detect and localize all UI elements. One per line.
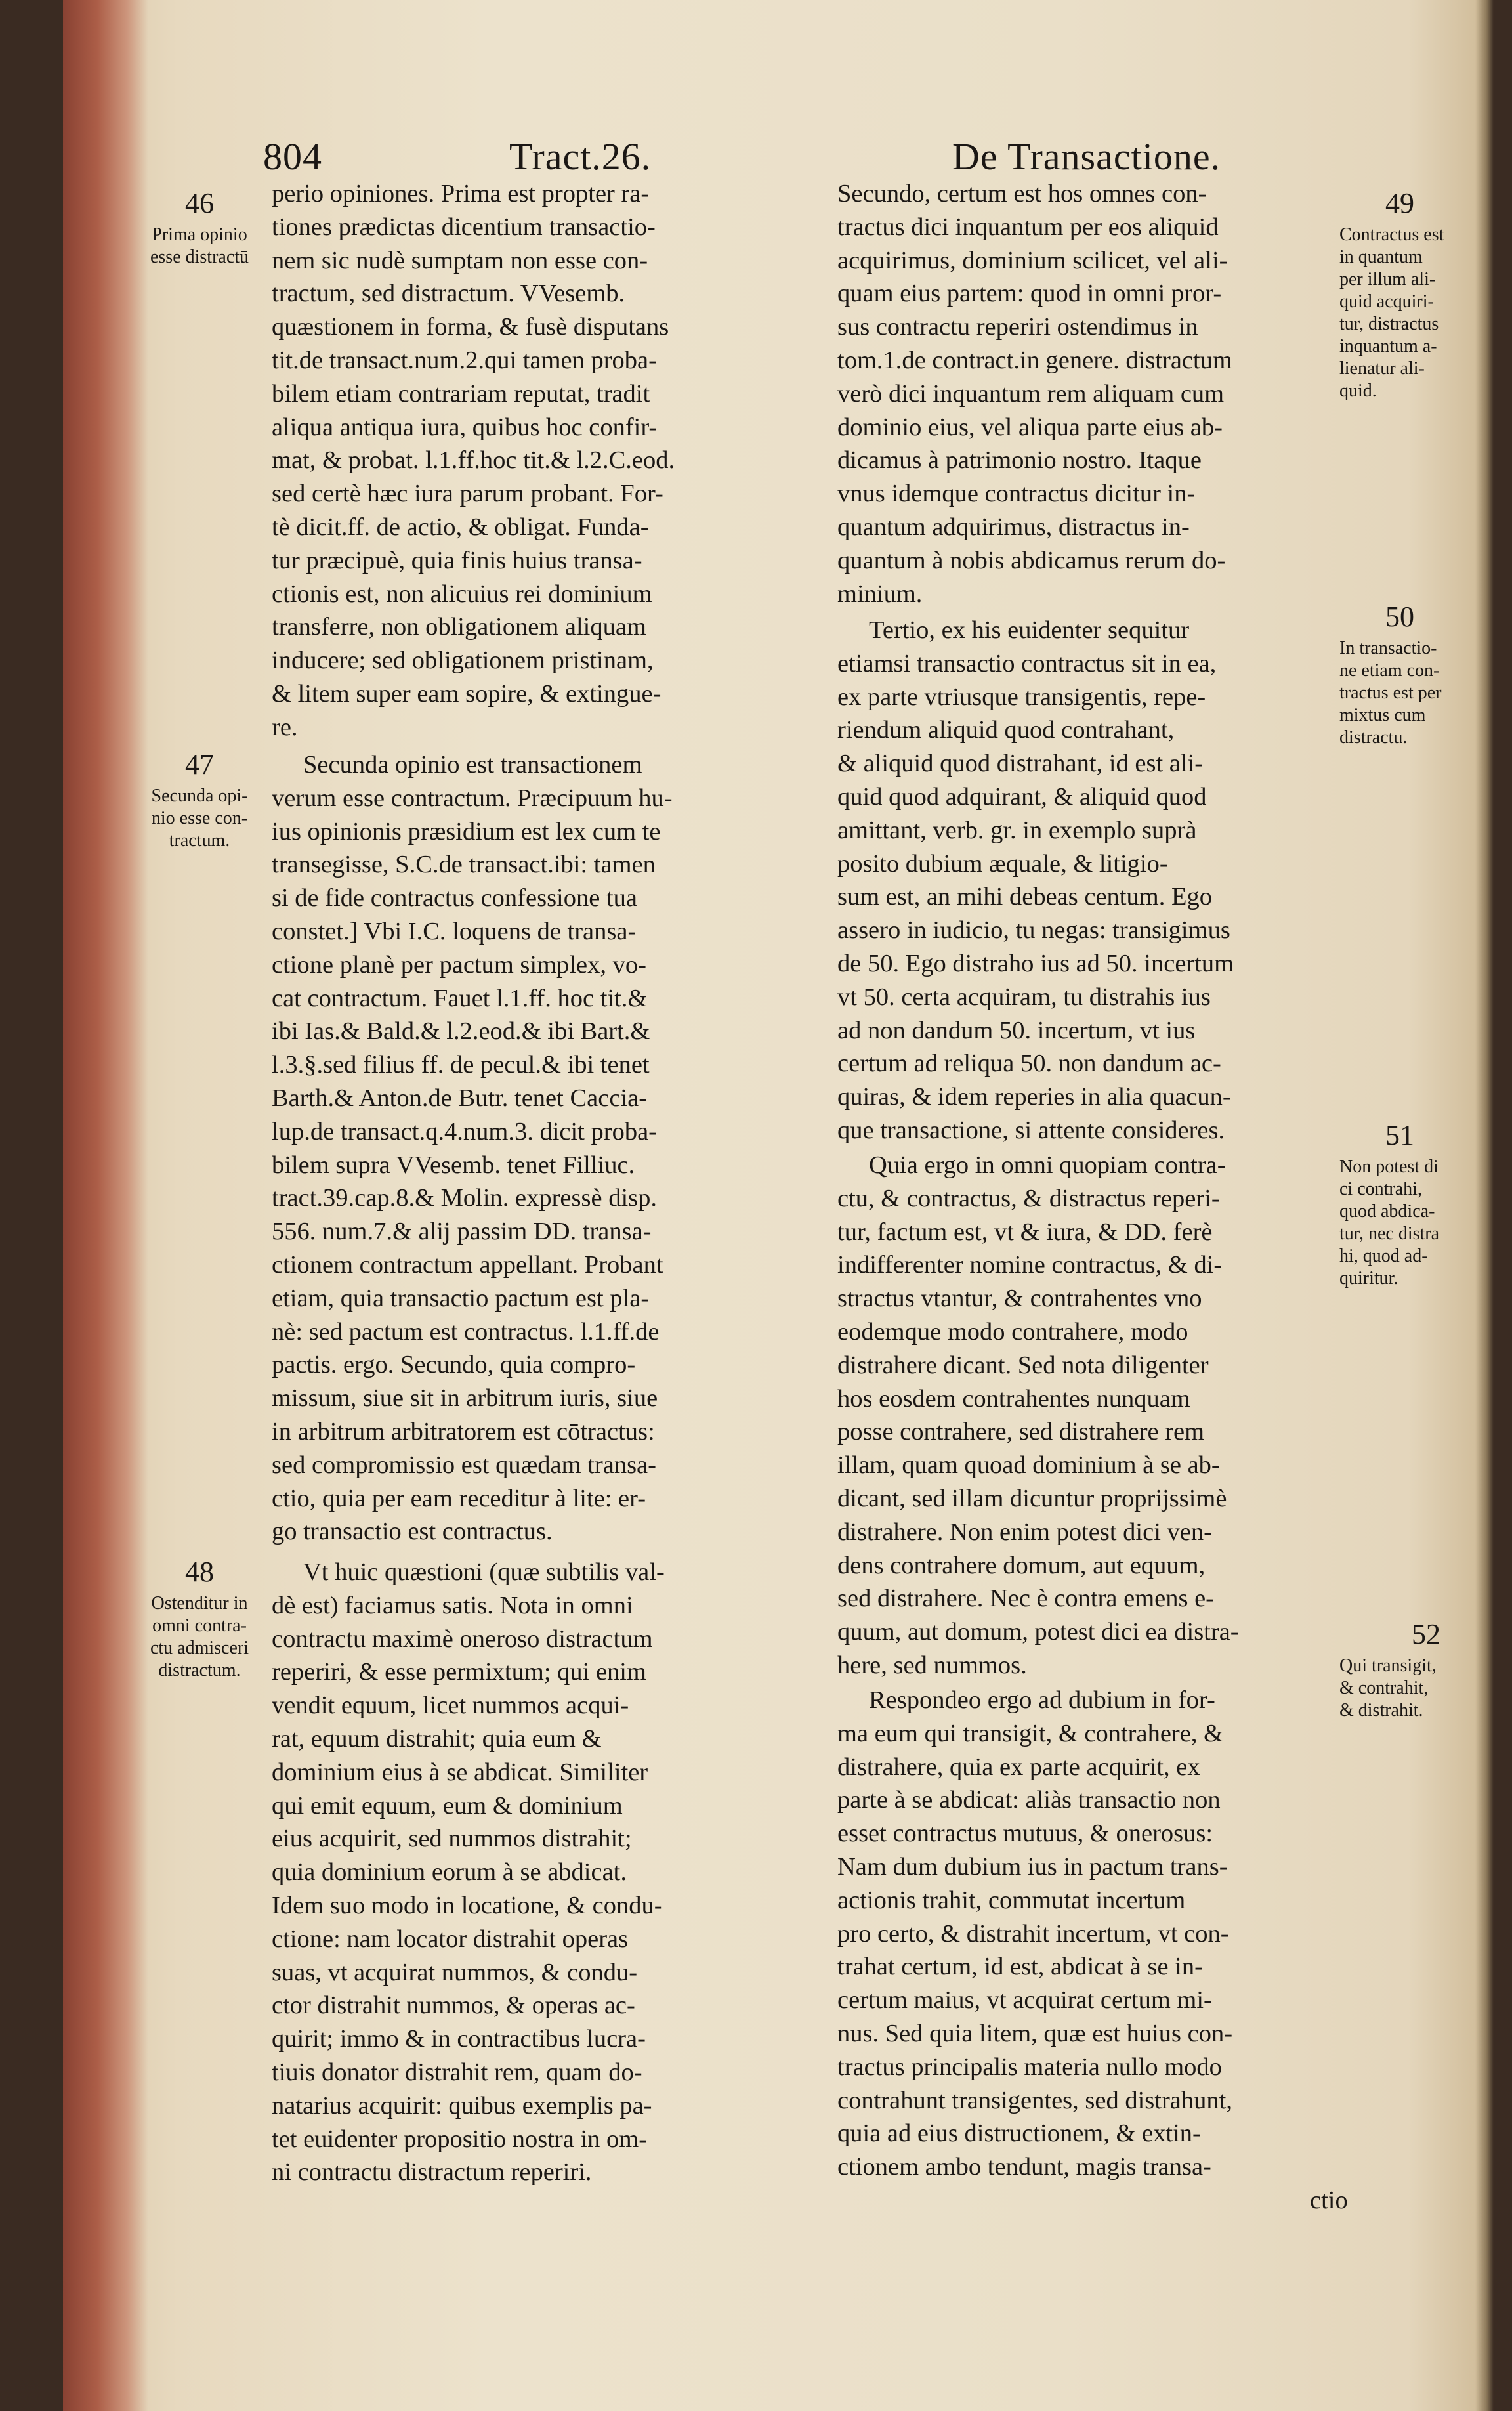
text-line: que transactione, si attente consideres. (837, 1116, 1225, 1144)
text-line: tiones prædictas dicentium transactio- (272, 213, 656, 241)
text-line: missum, siue sit in arbitrum iuris, siue (272, 1384, 658, 1413)
text-line: ctionem contractum appellant. Probant (272, 1250, 663, 1279)
margin-note-line: tractum. (169, 830, 230, 851)
text-line: inducere; sed obligationem pristinam, (272, 647, 654, 675)
text-line: natarius acquirit: quibus exemplis pa- (272, 2091, 652, 2120)
text-line: ctione: nam locator distrahit operas (272, 1925, 629, 1953)
margin-note-46 (134, 187, 265, 268)
margin-note-number: 48 (185, 1556, 214, 1588)
text-line: sed compromissio est quædam transa- (272, 1451, 656, 1479)
text-line: qui emit equum, eum & dominium (272, 1791, 623, 1820)
text-line: etiamsi transactio contractus sit in ea, (837, 649, 1217, 677)
margin-note-number: 50 (1385, 601, 1414, 633)
text-line: transegisse, S.C.de transact.ibi: tamen (272, 851, 656, 879)
text-line: dominio eius, vel aliqua parte eius ab- (837, 413, 1223, 441)
margin-note-line: tur, distractus (1339, 314, 1439, 334)
margin-note-line: quid acquiri- (1339, 291, 1434, 312)
text-line: l.3.§.sed filius ff. de pecul.& ibi tenet (272, 1051, 650, 1079)
text-line: eius acquirit, sed nummos distrahit; (272, 1825, 632, 1853)
text-line: Idem suo modo in locatione, & condu- (272, 1891, 663, 1919)
text-line: constet.] Vbi I.C. loquens de transa- (272, 917, 637, 945)
margin-note-number: 47 (185, 748, 214, 780)
text-line: quum, aut domum, potest dici ea distra- (837, 1618, 1239, 1646)
margin-note-line: nio esse con- (151, 808, 248, 828)
text-line: dens contrahere domum, aut equum, (837, 1551, 1206, 1579)
text-line: verò dici inquantum rem aliquam cum (837, 379, 1225, 408)
margin-note-line: in quantum (1339, 247, 1423, 267)
margin-note-line: mixtus cum (1339, 705, 1426, 725)
text-line: suas, vt acquirat nummos, & condu- (272, 1958, 638, 1986)
text-line: mat, & probat. l.1.ff.hoc tit.& l.2.C.eod. (272, 446, 675, 475)
margin-note-line: Ostenditur in (151, 1593, 248, 1613)
text-line: quid quod adquirant, & aliquid quod (837, 782, 1207, 811)
text-line: assero in iudicio, tu negas: transigimus (837, 916, 1230, 945)
text-line: indifferenter nomine contractus, & di- (837, 1251, 1223, 1279)
text-line: quam eius partem: quod in omni pror- (837, 280, 1222, 308)
margin-note-line: Prima opinio (152, 224, 247, 245)
text-line: reperiri, & esse permixtum; qui enim (272, 1658, 646, 1686)
text-line: parte à se abdicat: aliàs transactio non (837, 1786, 1221, 1814)
text-line: sum est, an mihi debeas centum. Ego (837, 883, 1212, 911)
text-line: si de fide contractus confessione tua (272, 884, 637, 912)
text-line: go transactio est contractus. (272, 1518, 553, 1546)
text-line: ctio (1310, 2186, 1348, 2214)
text-line: actionis trahit, commutat incertum (837, 1886, 1186, 1914)
text-line: & aliquid quod distrahant, id est ali- (837, 750, 1204, 778)
text-line: dominium eius à se abdicat. Similiter (272, 1758, 648, 1786)
margin-note-47 (134, 748, 265, 852)
margin-note-line: quiritur. (1339, 1268, 1398, 1289)
text-line: sed certè hæc iura parum probant. For- (272, 480, 663, 508)
text-line: tractum, sed distractum. VVesemb. (272, 280, 625, 308)
margin-note-number: 51 (1385, 1119, 1414, 1151)
text-line: quia dominium eorum à se abdicat. (272, 1858, 627, 1887)
text-line: amittant, verb. gr. in exemplo suprà (837, 816, 1197, 844)
text-line: quiras, & idem reperies in alia quacun- (837, 1083, 1231, 1111)
text-line: Quia ergo in omni quopiam contra- (869, 1151, 1226, 1179)
margin-note-line: ctu admisceri (150, 1638, 249, 1658)
text-line: stractus vtantur, & contrahentes vno (837, 1285, 1202, 1313)
margin-note-line: tur, nec distra (1339, 1224, 1440, 1244)
text-line: ma eum qui transigit, & contrahere, & (837, 1719, 1224, 1747)
text-line: tè dicit.ff. de actio, & obligat. Funda- (272, 513, 649, 541)
text-line: dicant, sed illam dicuntur proprijssimè (837, 1484, 1227, 1512)
margin-note-line: In transactio- (1339, 638, 1437, 658)
text-line: 556. num.7.& alij passim DD. transa- (272, 1218, 652, 1246)
text-line: posito dubium æquale, & litigio- (837, 849, 1168, 878)
text-line: vendit equum, licet nummos acqui- (272, 1692, 629, 1720)
text-line: aliqua antiqua iura, quibus hoc confir- (272, 413, 658, 441)
right-paragraph-3 (837, 1149, 1389, 1682)
text-line: lup.de transact.q.4.num.3. dicit proba- (272, 1117, 657, 1145)
text-line: Tertio, ex his euidenter sequitur (869, 616, 1190, 644)
text-line: etiam, quia transactio pactum est pla- (272, 1284, 650, 1312)
margin-note-line: distractu. (1339, 727, 1408, 748)
text-line: ad non dandum 50. incertum, vt ius (837, 1016, 1196, 1044)
text-line: bilem supra VVesemb. tenet Filliuc. (272, 1151, 635, 1179)
text-line: acquirimus, dominium scilicet, vel ali- (837, 246, 1228, 274)
left-paragraph-3 (272, 1556, 852, 2189)
text-line: hos eosdem contrahentes nunquam (837, 1384, 1190, 1413)
text-line: tractus principalis materia nullo modo (837, 2053, 1222, 2081)
text-line: eodemque modo contrahere, modo (837, 1317, 1188, 1346)
text-line: vnus idemque contractus dicitur in- (837, 480, 1196, 508)
text-line: riendum aliquid quod contrahant, (837, 716, 1175, 744)
right-paragraph-4 (837, 1684, 1389, 2217)
text-line: certum ad reliqua 50. non dandum ac- (837, 1050, 1221, 1078)
left-paragraph-1 (272, 177, 852, 744)
text-line: tract.39.cap.8.& Molin. expressè disp. (272, 1184, 657, 1212)
text-line: rat, equum distrahit; quia eum & (272, 1724, 602, 1753)
margin-note-48 (134, 1556, 265, 1682)
margin-note-line: ne etiam con- (1339, 660, 1440, 681)
margin-note-line: per illum ali- (1339, 269, 1436, 289)
text-line: here, sed nummos. (837, 1651, 1027, 1679)
text-line: verum esse contractum. Præcipuum hu- (272, 784, 673, 812)
text-line: Secundo, certum est hos omnes con- (837, 180, 1207, 207)
margin-note-line: quod abdica- (1339, 1201, 1435, 1222)
right-paragraph-2 (837, 614, 1389, 1147)
text-line: perio opiniones. Prima est propter ra- (272, 180, 650, 207)
book-page (63, 0, 1494, 2411)
running-title: De Transactione. (952, 135, 1221, 178)
text-line: transferre, non obligationem aliquam (272, 613, 646, 641)
text-line: posse contrahere, sed distrahere rem (837, 1418, 1205, 1446)
text-line: contractu maximè oneroso distractum (272, 1625, 653, 1653)
text-line: distrahere. Non enim potest dici ven- (837, 1518, 1212, 1546)
margin-note-line: hi, quod ad- (1339, 1246, 1428, 1266)
text-line: bilem etiam contrariam reputat, tradit (272, 379, 650, 408)
text-line: tet euidenter propositio nostra in om- (272, 2125, 648, 2153)
margin-note-line: ci contrahi, (1339, 1179, 1422, 1199)
text-line: quia ad eius distructionem, & extin- (837, 2120, 1201, 2148)
text-line: nus. Sed quia litem, quæ est huius con- (837, 2019, 1233, 2047)
margin-note-line: quid. (1339, 381, 1377, 401)
text-line: esset contractus mutuus, & onerosus: (837, 1820, 1213, 1848)
left-paragraph-2 (272, 748, 852, 1548)
margin-note-line: omni contra- (152, 1615, 247, 1636)
margin-note-line: esse distractū (150, 247, 249, 267)
text-line: & litem super eam sopire, & extingue- (272, 679, 662, 708)
margin-note-line: Contractus est (1339, 224, 1444, 245)
text-line: Nam dum dubium ius in pactum trans- (837, 1852, 1228, 1881)
text-line: sed distrahere. Nec è contra emens e- (837, 1585, 1215, 1613)
margin-note-line: inquantum a- (1339, 336, 1437, 356)
margin-note-number: 49 (1385, 187, 1414, 219)
text-line: ctu, & contractus, & distractus reperi- (837, 1184, 1220, 1212)
text-line: ctio, quia per eam receditur à lite: er- (272, 1484, 646, 1512)
text-line: pactis. ergo. Secundo, quia compro- (272, 1351, 636, 1379)
margin-note-line: tractus est per (1339, 683, 1442, 703)
text-line: ni contractu distractum reperiri. (272, 2158, 592, 2187)
text-line: distrahere dicant. Sed nota diligenter (837, 1351, 1209, 1379)
margin-note-line: Secunda opi- (151, 786, 248, 806)
margin-note-number: 46 (185, 187, 214, 219)
text-line: ius opinionis præsidium est lex cum te (272, 817, 661, 845)
text-line: Vt huic quæstioni (quæ subtilis val- (303, 1558, 665, 1586)
text-line: Secunda opinio est transactionem (303, 751, 642, 779)
text-line: ctionis est, non alicuius rei dominium (272, 580, 652, 608)
text-line: Respondeo ergo ad dubium in for- (869, 1686, 1215, 1714)
margin-note-line: distractum. (158, 1660, 241, 1680)
text-line: nem sic nudè sumptam non esse con- (272, 246, 648, 274)
page-number: 804 (263, 135, 322, 178)
text-line: ex parte vtriusque transigentis, repe- (837, 683, 1206, 711)
text-line: quæstionem in forma, & fusè disputans (272, 313, 669, 341)
text-line: Barth.& Anton.de Butr. tenet Caccia- (272, 1084, 648, 1112)
text-line: pro certo, & distrahit incertum, vt con- (837, 1919, 1229, 1948)
text-line: sus contractu reperiri ostendimus in (837, 313, 1198, 341)
text-line: vt 50. certa acquiram, tu distrahis ius (837, 983, 1211, 1011)
tract-label: Tract.26. (509, 135, 652, 178)
text-line: tom.1.de contract.in genere. distractum (837, 346, 1232, 374)
text-line: nè: sed pactum est contractus. l.1.ff.de (272, 1317, 660, 1346)
text-line: illam, quam quoad dominium à se ab- (837, 1451, 1220, 1480)
text-line: contrahunt transigentes, sed distrahunt, (837, 2086, 1232, 2114)
text-line: certum maius, vt acquirat certum mi- (837, 1986, 1212, 2015)
margin-note-line: & contrahit, (1339, 1678, 1429, 1698)
text-line: ibi Ias.& Bald.& l.2.eod.& ibi Bart.& (272, 1017, 650, 1046)
text-line: quirit; immo & in contractibus lucra- (272, 2025, 646, 2053)
page-gutter-shadow (63, 0, 148, 2411)
right-paragraph-1 (837, 177, 1389, 610)
text-line: re. (272, 713, 298, 741)
margin-note-number: 52 (1412, 1618, 1440, 1650)
text-line: tractus dici inquantum per eos aliquid (837, 213, 1219, 241)
margin-note-line: & distrahit. (1339, 1700, 1423, 1720)
text-line: distrahere, quia ex parte acquirit, ex (837, 1753, 1200, 1781)
margin-note-line: lienatur ali- (1339, 358, 1425, 379)
text-line: quantum adquirimus, distractus in- (837, 513, 1190, 541)
text-line: dicamus à patrimonio nostro. Itaque (837, 446, 1202, 475)
text-line: minium. (837, 580, 923, 608)
text-line: quantum à nobis abdicamus rerum do- (837, 546, 1226, 574)
margin-note-line: Qui transigit, (1339, 1655, 1437, 1676)
text-line: in arbitrum arbitratorem est cōtractus: (272, 1417, 655, 1445)
text-line: ctionem ambo tendunt, magis transa- (837, 2153, 1211, 2181)
text-line: ctor distrahit nummos, & operas ac- (272, 1992, 635, 2020)
text-line: tur præcipuè, quia finis huius transa- (272, 546, 642, 574)
text-line: trahat certum, id est, abdicat à se in- (837, 1953, 1203, 1981)
text-line: tiuis donator distrahit rem, quam do- (272, 2058, 642, 2086)
margin-note-line: Non potest di (1339, 1157, 1438, 1177)
text-line: de 50. Ego distraho ius ad 50. incertum (837, 949, 1234, 977)
text-line: ctione planè per pactum simplex, vo- (272, 950, 646, 979)
text-line: cat contractum. Fauet l.1.ff. hoc tit.& (272, 984, 648, 1012)
text-line: tit.de transact.num.2.qui tamen proba- (272, 346, 657, 374)
text-line: tur, factum est, vt & iura, & DD. ferè (837, 1218, 1213, 1246)
text-line: dè est) faciamus satis. Nota in omni (272, 1591, 633, 1619)
